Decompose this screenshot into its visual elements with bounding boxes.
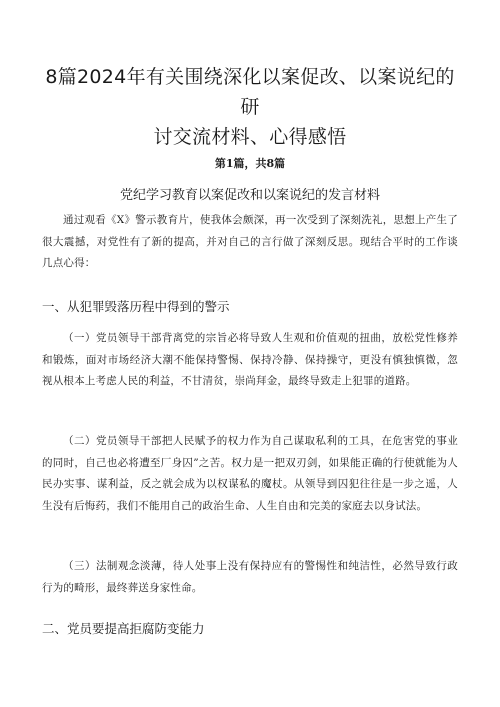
section-1-item-2: （二）党员领导干部把人民赋予的权力作为自己谋取私利的工具，在危害党的事业的同时，自己也必将遭至厂身囚”之苦。权力是一把双刃剑，如果能正确的行使就能为人民办实事、谋利益，反之就会成为以权谋私的魔杖。从领导到囚犯往往是一步之遥，人生没有后悔药，我们不能用自己的政治生命、人生自由和完美的家庭去以身试法。 xyxy=(42,435,458,512)
document-title xyxy=(40,62,460,152)
intro-paragraph: 通过观看《X》警示教育片，使我体会颇深，再一次受到了深刻洗礼，思想上产生了很大震撼，对党性有了新的提高，并对自己的言行做了深刻反思。现结合平时的工作谈几点心得： xyxy=(42,214,458,269)
section-1-item-1: （一）党员领导干部背离党的宗旨必将导致人生观和价值观的扭曲，放松党性修养和锻炼，面对市场经济大潮不能保持警惕、保持冷静、保持操守，更没有慎独慎微，忽视从根本上考虑人民的利益，不甘清贫，崇尚拜金，最终导致走上犯罪的道路。 xyxy=(42,332,458,387)
section-1-heading: 一、从犯罪毁落历程中得到的警示 xyxy=(42,299,230,314)
part-label: 第1篇，共8篇 xyxy=(214,157,286,170)
section-1-item-3: （三）法制观念淡薄，待人处事上没有保持应有的警惕性和纯洁性，必然导致行政行为的畸形，最终葬送身家性命。 xyxy=(42,560,458,594)
article-heading: 党纪学习教育以案促改和以案说纪的发言材料 xyxy=(119,188,380,203)
title-line-1: 8篇2024年有关围绕深化以案促改、以案说纪的研 xyxy=(45,66,455,118)
title-line-2: 讨交流材料、心得感悟 xyxy=(153,126,347,148)
section-2-heading: 二、党员要提高拒腐防变能力 xyxy=(42,621,205,636)
